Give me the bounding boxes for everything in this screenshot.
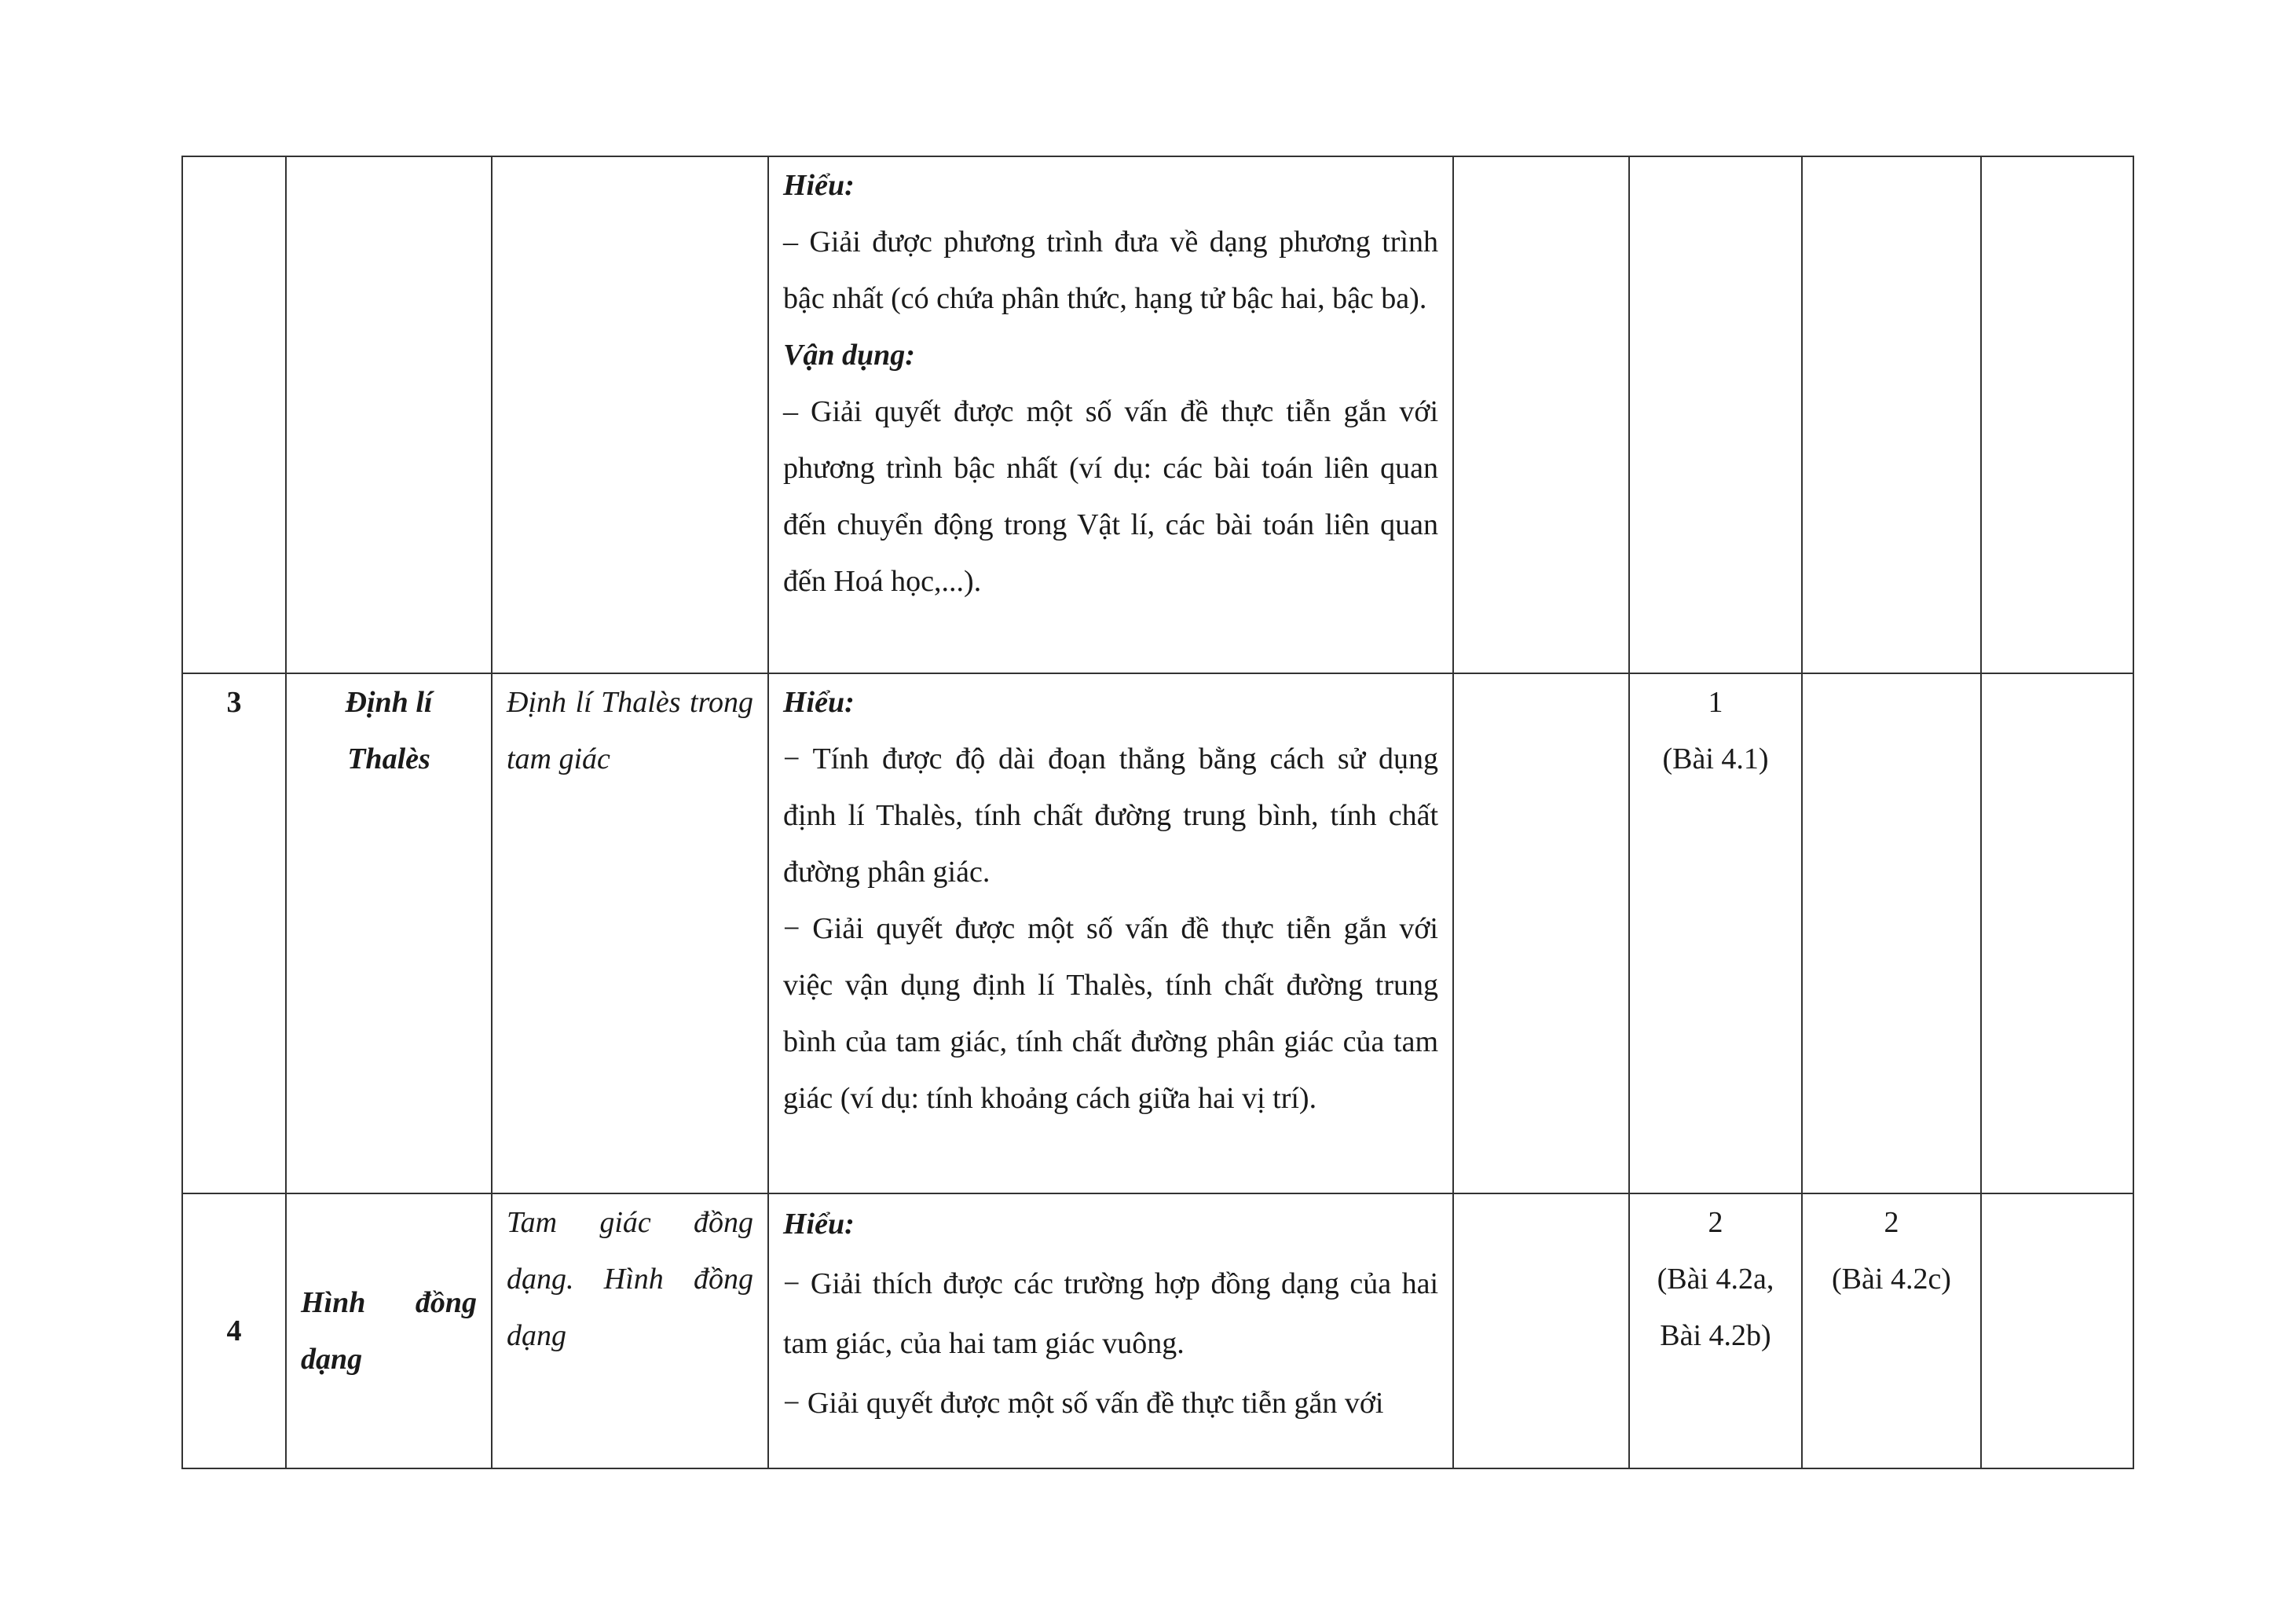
cell-col7 <box>1802 156 1981 673</box>
cell-topic <box>286 156 492 673</box>
question-ref: (Bài 4.1) <box>1662 742 1769 775</box>
cell-unit: Tam giác đồng dạng. Hình đồng dạng <box>492 1193 768 1468</box>
specification-table <box>181 156 2134 1469</box>
question-ref: Bài 4.2b) <box>1660 1319 1771 1352</box>
level-heading: Hiểu: <box>783 169 855 202</box>
cell-unit <box>492 156 768 673</box>
table-row <box>182 673 2133 1193</box>
cell-requirements <box>768 156 1453 673</box>
cell-col7 <box>1802 673 1981 1193</box>
requirement-text: − Tính được độ dài đoạn thẳng bằng cách sử dụng định lí Thalès, tính chất đường trung bình, tính chất đường phân giác. <box>783 742 1438 889</box>
question-count: 2 <box>1884 1206 1899 1239</box>
question-count: 2 <box>1708 1206 1723 1239</box>
level-heading: Vận dụng: <box>783 339 915 372</box>
cell-col5 <box>1453 673 1629 1193</box>
cell-number <box>182 156 286 673</box>
question-ref: (Bài 4.2a, <box>1657 1263 1774 1296</box>
cell-col8 <box>1981 673 2133 1193</box>
cell-col6 <box>1629 673 1802 1193</box>
table-row <box>182 1193 2133 1468</box>
requirement-text: – Giải được phương trình đưa về dạng phương trình bậc nhất (có chứa phân thức, hạng tử bậc hai, bậc ba). <box>783 225 1438 315</box>
requirement-text: – Giải quyết được một số vấn đề thực tiễn gắn với phương trình bậc nhất (ví dụ: các bài toán liên quan đến chuyển động trong Vật lí, các bài toán liên quan đến Hoá học,...). <box>783 395 1438 598</box>
cell-unit: Định lí Thalès trong tam giác <box>492 673 768 1193</box>
cell-col8 <box>1981 156 2133 673</box>
cell-col7 <box>1802 1193 1981 1468</box>
cell-col6 <box>1629 1193 1802 1468</box>
cell-col6 <box>1629 156 1802 673</box>
cell-topic: Định lí Thalès <box>286 673 492 1193</box>
cell-number: 3 <box>182 673 286 1193</box>
question-ref: (Bài 4.2c) <box>1832 1263 1951 1296</box>
cell-number: 4 <box>182 1193 286 1468</box>
cell-col5 <box>1453 156 1629 673</box>
requirement-text: − Giải quyết được một số vấn đề thực tiễn gắn với việc vận dụng định lí Thalès, tính chất đường trung bình của tam giác, tính chất đường phân giác của tam giác (ví dụ: tính khoảng cách giữa hai vị trí). <box>783 912 1438 1115</box>
level-heading: Hiểu: <box>783 686 855 719</box>
cell-requirements <box>768 1193 1453 1468</box>
cell-col8 <box>1981 1193 2133 1468</box>
table-row <box>182 156 2133 673</box>
question-count: 1 <box>1708 686 1723 719</box>
level-heading: Hiểu: <box>783 1208 855 1241</box>
requirement-text: − Giải thích được các trường hợp đồng dạng của hai tam giác, của hai tam giác vuông. <box>783 1267 1438 1360</box>
cell-requirements <box>768 673 1453 1193</box>
cell-col5 <box>1453 1193 1629 1468</box>
requirement-text: − Giải quyết được một số vấn đề thực tiễn gắn với <box>783 1387 1384 1420</box>
cell-topic: Hình đồng dạng <box>286 1193 492 1468</box>
